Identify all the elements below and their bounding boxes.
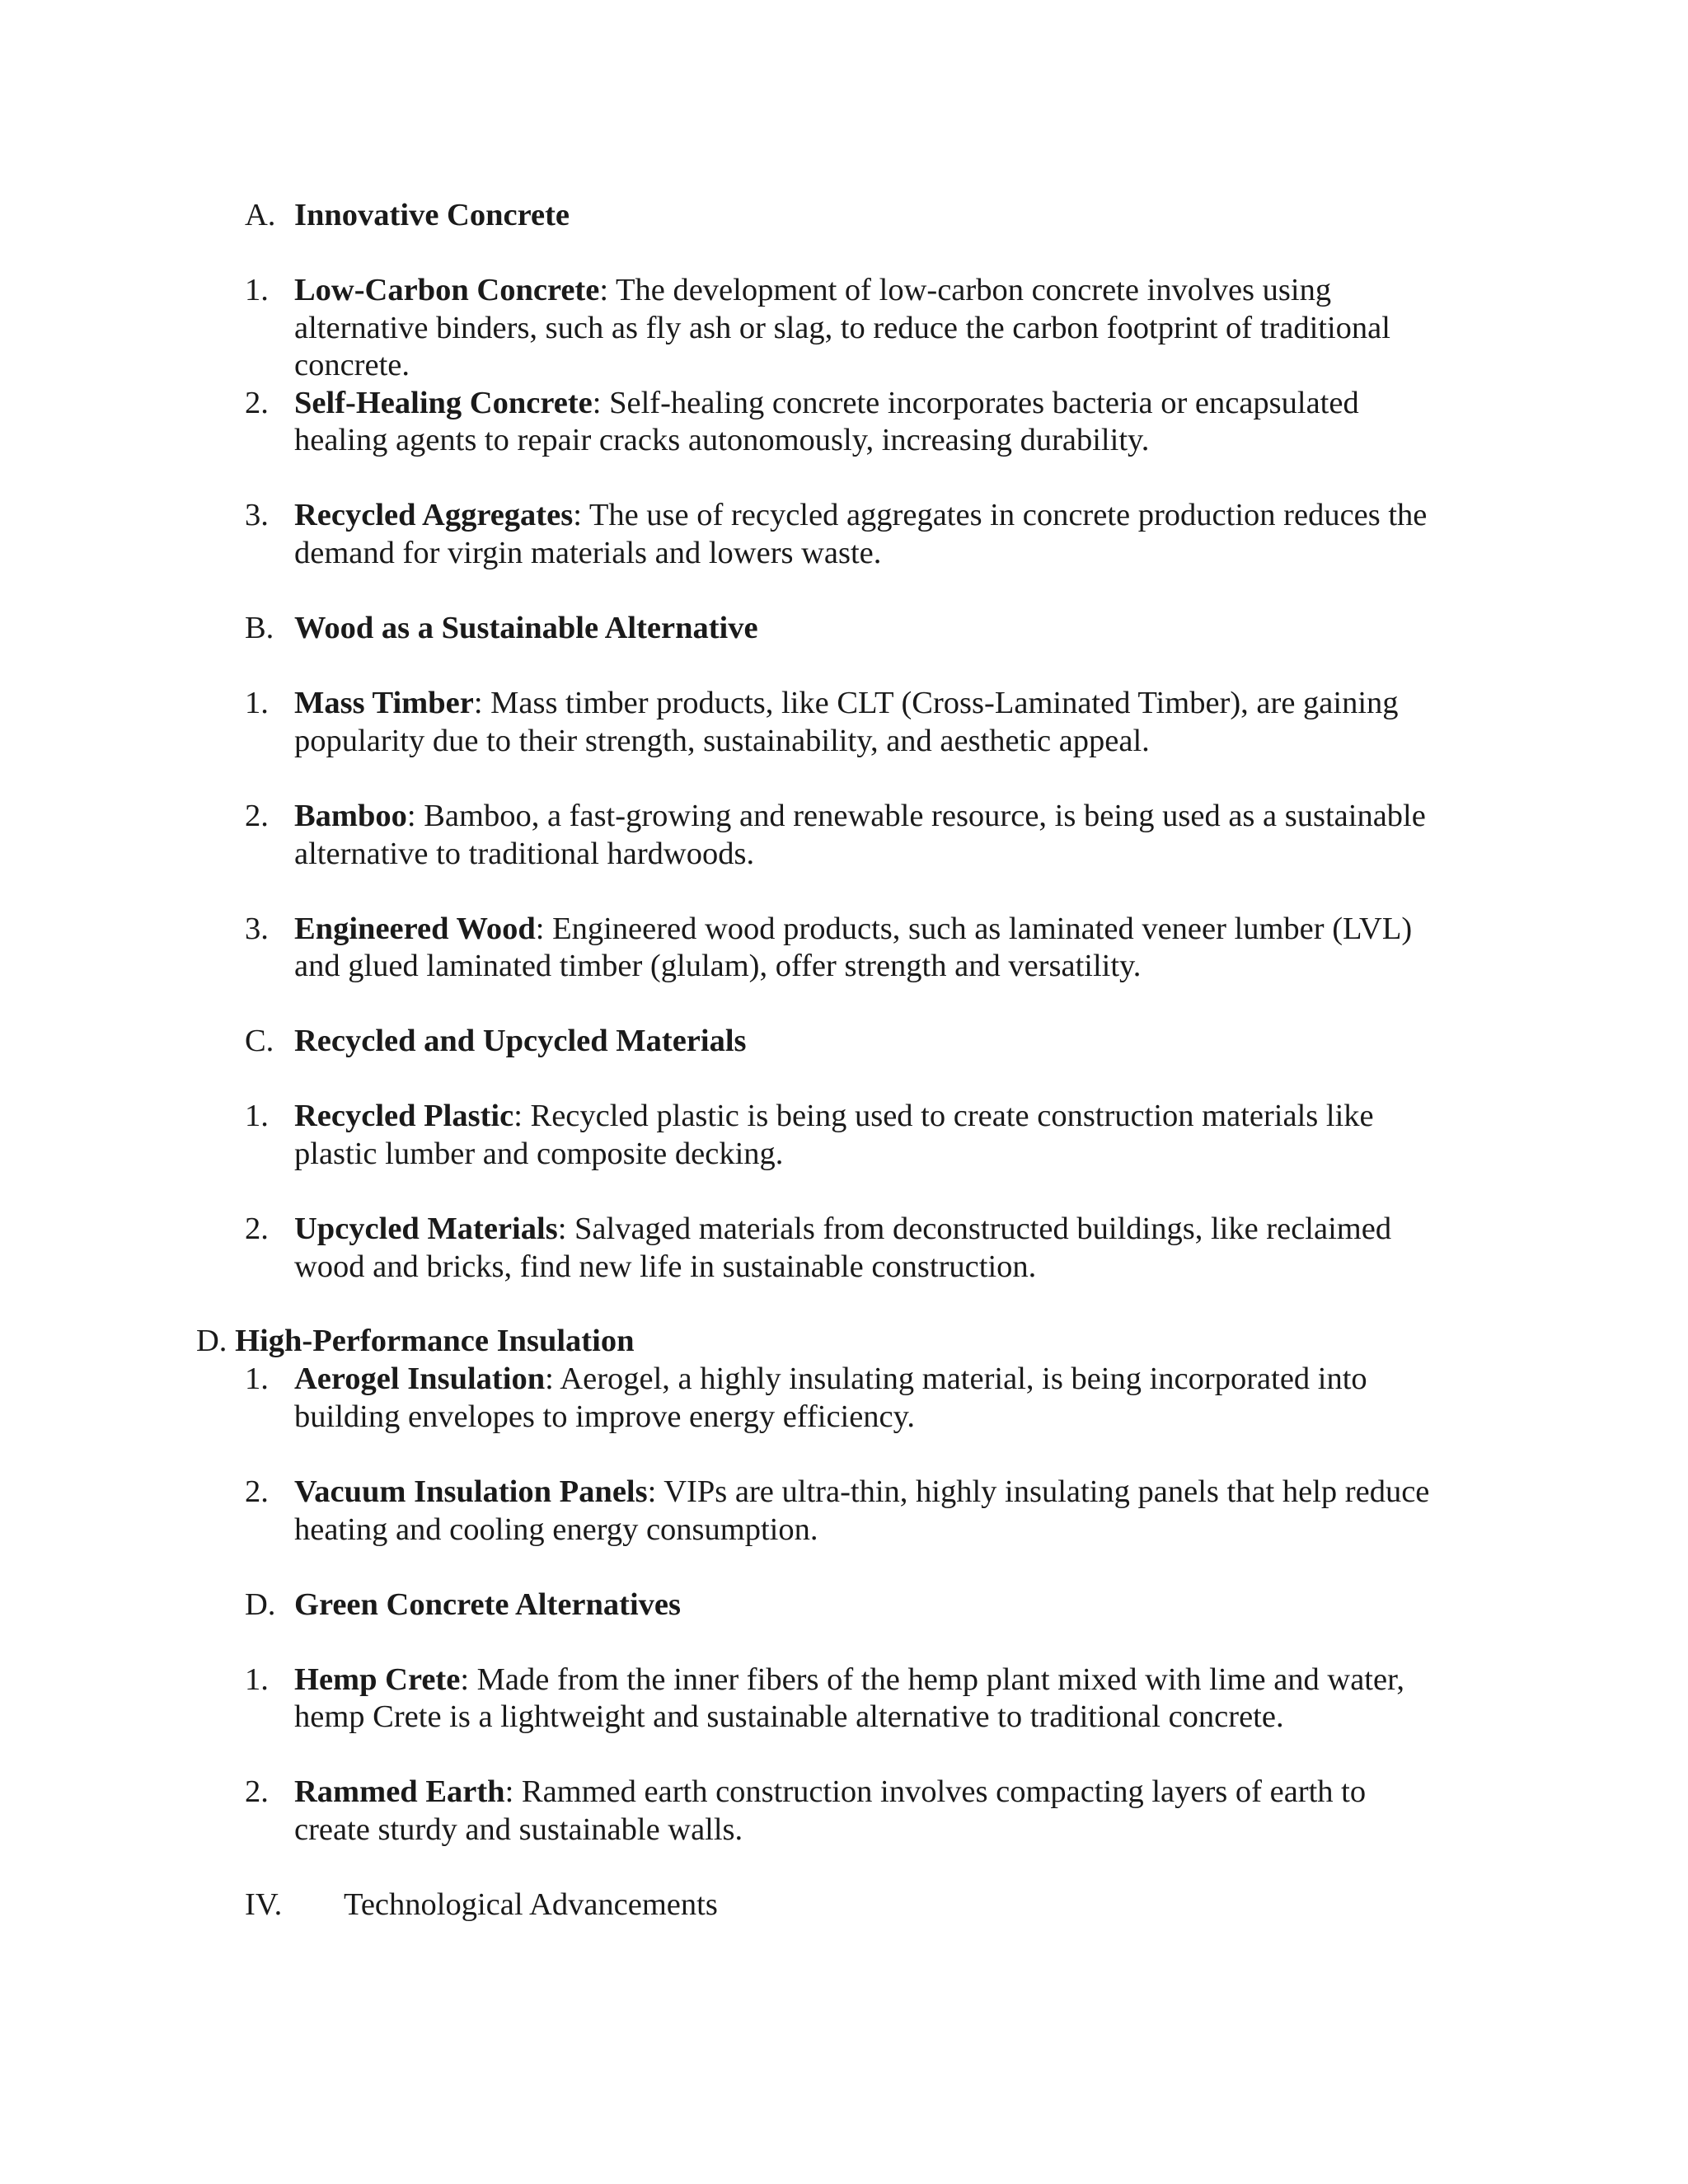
item-text: demand for virgin materials and lowers waste. [294,536,882,570]
item-number: 3. [245,912,269,946]
item-number: 3. [245,498,269,532]
item-text: : VIPs are ultra-thin, highly insulating panels that help reduce [647,1474,1430,1509]
section-marker: C. [245,1024,274,1058]
item-text: plastic lumber and composite decking. [294,1137,784,1171]
item-text: hemp Crete is a lightweight and sustainable alternative to traditional concrete. [294,1699,1284,1734]
item-term: Engineered Wood [294,912,536,946]
item-number: 2. [245,1774,269,1809]
section-marker: IV. [245,1887,283,1922]
item-text: : Bamboo, a fast-growing and renewable resource, is being used as a sustainable [406,799,1426,833]
item-text: : Mass timber products, like CLT (Cross-Laminated Timber), are gaining [473,686,1399,720]
item-term: Hemp Crete [294,1662,461,1697]
item-text: alternative binders, such as fly ash or slag, to reduce the carbon footprint of traditional [294,311,1390,345]
item-number: 2. [245,1212,269,1246]
item-term: Rammed Earth [294,1774,505,1809]
item-term: Self-Healing Concrete [294,386,593,420]
item-term: Bamboo [294,799,407,833]
item-number: 1. [245,1361,269,1396]
item-text: : The development of low-carbon concrete involves using [599,273,1332,307]
section-title: High-Performance Insulation [235,1324,635,1358]
section-title: Technological Advancements [344,1887,718,1922]
item-term: Mass Timber [294,686,474,720]
item-text: : The use of recycled aggregates in concrete production reduces the [573,498,1428,532]
item-text: : Made from the inner fibers of the hemp plant mixed with lime and water, [460,1662,1404,1697]
section-title: Innovative Concrete [294,198,570,232]
item-number: 2. [245,1474,269,1509]
item-number: 1. [245,686,269,720]
item-text: : Aerogel, a highly insulating material, is being incorporated into [545,1361,1367,1396]
item-number: 2. [245,799,269,833]
item-term: Low-Carbon Concrete [294,273,600,307]
item-number: 1. [245,1099,269,1133]
item-term: Upcycled Materials [294,1212,558,1246]
item-text: heating and cooling energy consumption. [294,1512,818,1547]
item-number: 1. [245,273,269,307]
item-text: building envelopes to improve energy efficiency. [294,1399,916,1434]
section-marker: B. [245,611,274,645]
section-title: Wood as a Sustainable Alternative [294,611,758,645]
item-text: : Salvaged materials from deconstructed buildings, like reclaimed [557,1212,1392,1246]
item-text: create sturdy and sustainable walls. [294,1812,743,1847]
item-text: : Engineered wood products, such as laminated veneer lumber (LVL) [535,912,1413,946]
item-text: : Recycled plastic is being used to create construction materials like [513,1099,1374,1133]
item-text: healing agents to repair cracks autonomously, increasing durability. [294,423,1150,457]
item-term: Recycled Aggregates [294,498,574,532]
section-title: Green Concrete Alternatives [294,1587,681,1622]
item-text: concrete. [294,348,410,382]
item-text: and glued laminated timber (glulam), offer strength and versatility. [294,949,1142,983]
item-term: Recycled Plastic [294,1099,514,1133]
item-term: Vacuum Insulation Panels [294,1474,648,1509]
item-text: popularity due to their strength, sustainability, and aesthetic appeal. [294,724,1150,758]
item-text: : Self-healing concrete incorporates bacteria or encapsulated [592,386,1359,420]
item-term: Aerogel Insulation [294,1361,546,1396]
item-text: : Rammed earth construction involves compacting layers of earth to [504,1774,1367,1809]
item-text: alternative to traditional hardwoods. [294,837,755,871]
item-number: 1. [245,1662,269,1697]
section-marker: A. [245,198,276,232]
section-marker: D. [245,1587,276,1622]
item-text: wood and bricks, find new life in sustainable construction. [294,1249,1037,1284]
section-marker: D. [196,1324,227,1358]
item-number: 2. [245,386,269,420]
section-title: Recycled and Upcycled Materials [294,1024,747,1058]
